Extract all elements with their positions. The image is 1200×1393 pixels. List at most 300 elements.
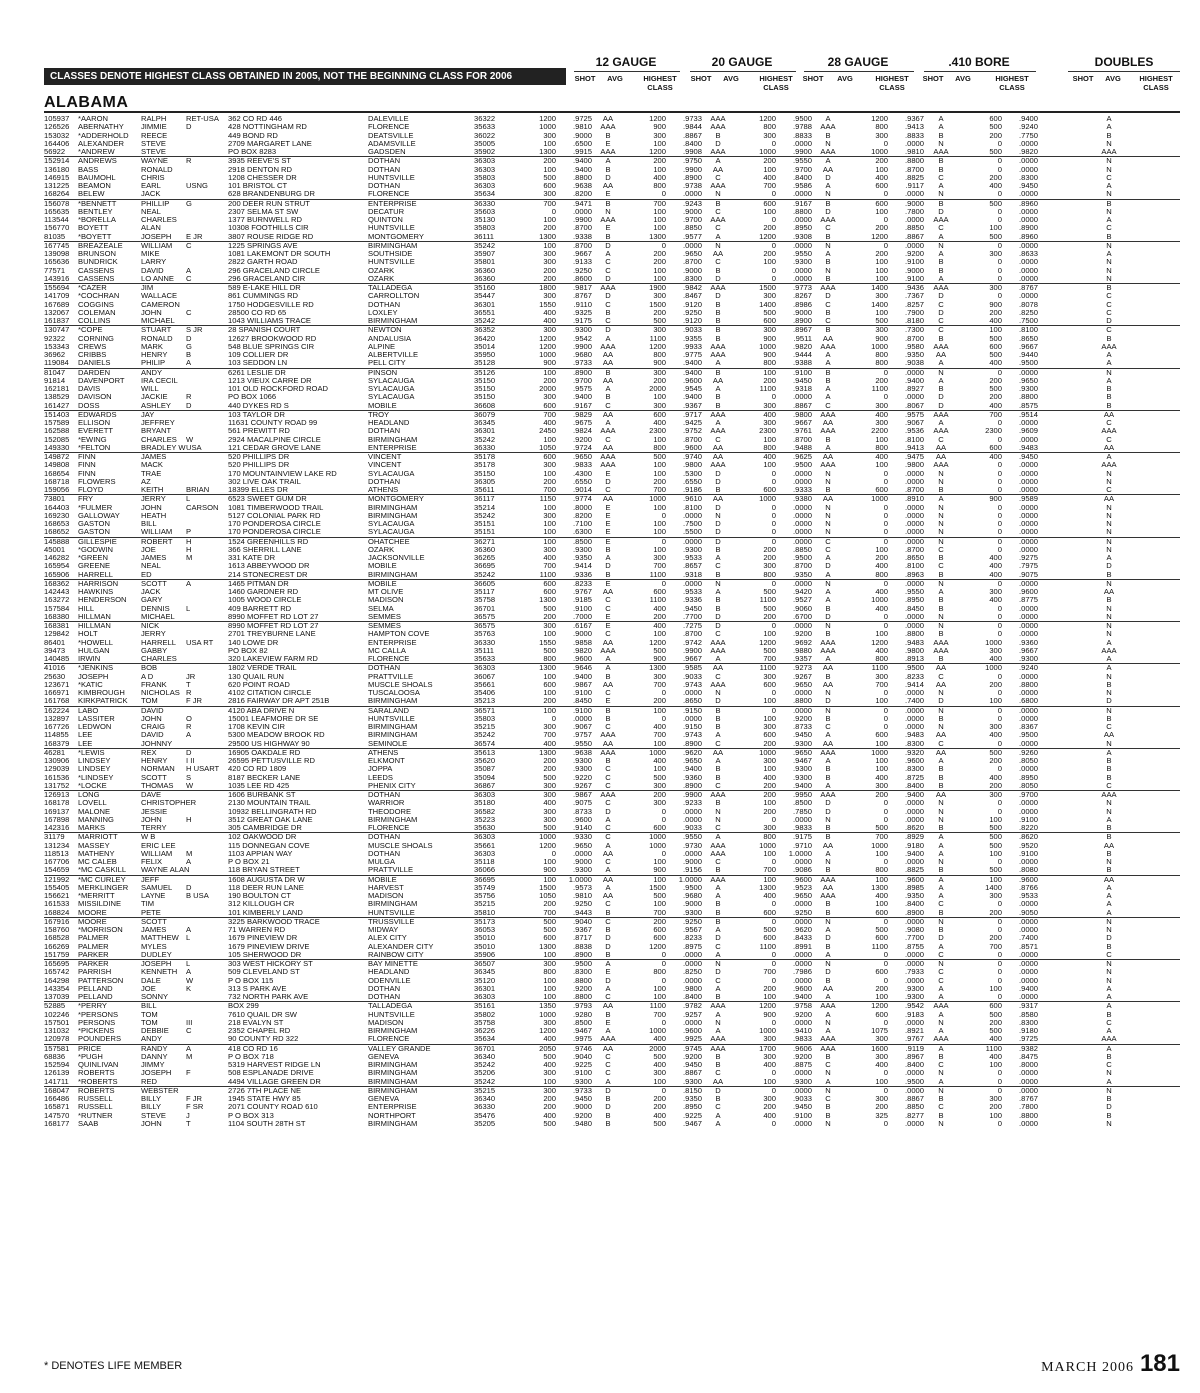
member-id: 132897	[44, 713, 70, 723]
table-row	[44, 681, 1180, 689]
last-name: IRWIN	[78, 654, 101, 663]
avg-doubles: .0000	[1018, 857, 1038, 866]
class-28: N	[825, 138, 831, 148]
class-20: B	[715, 569, 721, 579]
shot-28: 500	[763, 307, 776, 317]
first-name: JOHN	[141, 307, 162, 317]
avg-410: .0000	[888, 537, 924, 546]
class-doubles: D	[1106, 1102, 1112, 1112]
street-address: 1606 BURBANK ST	[228, 791, 368, 800]
avg-410: .7400	[904, 696, 924, 706]
avg-28: .0000	[792, 1118, 812, 1128]
class-28: N	[825, 1118, 831, 1128]
state-heading: ALABAMA	[44, 94, 129, 111]
member-id: 126526	[44, 122, 70, 132]
class-20: C	[715, 257, 721, 267]
street-address: 331 KATE DR	[228, 553, 276, 562]
avg-28: .9357	[792, 654, 812, 663]
shot-20: 900	[653, 358, 666, 368]
member-id: 156078	[44, 199, 78, 208]
zip: 35801	[474, 257, 496, 267]
shot-20: 900	[653, 122, 666, 132]
zip: 36605	[474, 579, 514, 588]
shot-doubles: 400	[989, 358, 1002, 368]
avg-20: .9743	[682, 730, 702, 740]
avg-20: .9680	[682, 891, 702, 900]
first-name: JOSEPH	[141, 960, 186, 969]
shot-12: 700	[543, 907, 556, 917]
class-20: AAA	[710, 215, 726, 224]
last-name: PARKER	[78, 949, 109, 959]
class-12: A	[605, 983, 611, 993]
zip: 35010	[474, 941, 496, 951]
class-28: B	[825, 941, 831, 951]
avg-12: .9767	[572, 587, 592, 596]
street-address: 1679 PINEVIEW DRIVE	[228, 941, 310, 951]
class-12: C	[605, 316, 611, 325]
shot-410: 0	[883, 215, 888, 224]
shot-12: 200	[543, 756, 556, 765]
shot-410: 0	[883, 688, 888, 697]
class-28: AA	[822, 738, 834, 748]
class-410: C	[938, 1060, 944, 1069]
shot-20: 200	[653, 249, 666, 258]
shot-28: 0	[771, 519, 776, 528]
shot-20: 700	[653, 907, 666, 917]
class-doubles: D	[1106, 933, 1112, 943]
class-12: C	[605, 857, 611, 866]
avg-doubles: .9300	[1018, 384, 1038, 393]
name-suffix: B USA	[186, 891, 209, 900]
name-suffix: H	[186, 544, 192, 554]
first-name: BRADLEY W	[141, 442, 186, 452]
class-28: N	[825, 1017, 831, 1027]
first-name: BILL	[141, 519, 157, 528]
shot-doubles: 600	[958, 1002, 1002, 1011]
class-doubles: N	[1106, 164, 1112, 174]
avg-doubles: .0000	[1002, 1086, 1038, 1095]
avg-28: .9250	[792, 907, 812, 917]
class-28: B	[825, 975, 831, 985]
avg-410: .9180	[904, 840, 924, 850]
zip: 36301	[474, 983, 496, 993]
avg-12: .8838	[572, 941, 592, 951]
shot-20: 1000	[624, 833, 666, 842]
shot-28: 1700	[734, 1044, 776, 1053]
class-20: A	[715, 418, 721, 427]
avg-20: .0000	[682, 975, 702, 985]
class-12: B	[605, 544, 611, 554]
table-row	[44, 799, 1180, 807]
last-name: *BORELLA	[78, 215, 116, 224]
city: BIRMINGHAM	[368, 722, 418, 731]
class-28: A	[825, 992, 831, 1001]
class-20: N	[702, 241, 734, 250]
avg-28: .0000	[792, 392, 812, 402]
class-12: E	[605, 502, 611, 512]
avg-28: .9200	[792, 1051, 812, 1061]
first-name: JOHN	[141, 814, 162, 824]
shot-12: 200	[514, 157, 556, 166]
table-row	[44, 748, 1180, 757]
class-410: N	[938, 138, 944, 148]
street-address: 302 LIVE OAK TRAIL	[228, 476, 301, 486]
member-id: 165906	[44, 569, 70, 579]
class-12: A	[605, 865, 611, 875]
avg-doubles: .8900	[1018, 223, 1038, 233]
shot-410: 600	[875, 1009, 888, 1019]
street-address: 428 NOTTINGHAM RD	[228, 122, 307, 132]
class-28: D	[825, 291, 831, 301]
shot-doubles: 100	[989, 1110, 1002, 1120]
shot-12: 100	[514, 368, 556, 377]
avg-12: .9000	[572, 629, 592, 639]
class-12: D	[605, 476, 611, 486]
class-20: B	[715, 333, 721, 343]
street-address: 5300 MEADOW BROOK RD	[228, 730, 325, 740]
avg-doubles: .9725	[1018, 1034, 1038, 1044]
shot-28: 200	[763, 806, 776, 816]
shot-12: 300	[514, 622, 556, 631]
avg-28: .9400	[792, 780, 812, 790]
avg-doubles: .8620	[1002, 833, 1038, 842]
class-12: D	[605, 291, 611, 301]
avg-12: .9829	[556, 410, 592, 419]
shot-28: 100	[763, 164, 776, 174]
avg-12: .9573	[572, 882, 592, 892]
table-row	[44, 166, 1180, 174]
zip: 35150	[474, 384, 496, 393]
class-doubles: B	[1106, 679, 1112, 689]
member-id: 152594	[44, 1060, 70, 1069]
class-410: B	[938, 164, 944, 174]
avg-12: .9471	[556, 199, 592, 208]
avg-12: .0000	[572, 206, 592, 216]
city: MADISON	[368, 891, 404, 900]
class-doubles: AAA	[1101, 1034, 1117, 1044]
class-doubles: A	[1106, 358, 1112, 368]
street-address: PO BOX 82	[228, 645, 268, 655]
shot-doubles: 0	[997, 502, 1002, 512]
shot-410: 900	[875, 333, 888, 343]
city: CARROLLTON	[368, 291, 420, 301]
avg-28: .7986	[792, 967, 812, 977]
name-suffix	[186, 368, 228, 377]
street-address: 366 SHERRILL LANE	[228, 544, 302, 554]
avg-20: .9577	[682, 231, 702, 241]
table-row	[44, 461, 1180, 469]
shot-410: 800	[875, 569, 888, 579]
class-410: C	[938, 899, 944, 909]
class-12: A	[605, 882, 611, 892]
class-410: A	[938, 882, 944, 892]
avg-20: .9600	[682, 375, 702, 385]
table-row	[44, 537, 1180, 546]
class-doubles: A	[1038, 664, 1180, 673]
shot-410: 300	[875, 1034, 888, 1044]
street-address: 130 QUAIL RUN	[228, 671, 284, 681]
class-doubles: C	[1038, 326, 1180, 335]
class-12: B	[605, 130, 611, 140]
avg-20: .9336	[682, 595, 702, 605]
shot-28: 1100	[759, 595, 776, 605]
table-row	[44, 697, 1180, 706]
name-suffix	[186, 166, 228, 174]
first-name: LO ANNE	[141, 273, 174, 283]
avg-410: .9350	[904, 891, 924, 900]
street-address: 296 GRACELAND CIRCLE	[228, 265, 321, 275]
avg-410: .8867	[904, 231, 924, 241]
avg-28: .0000	[792, 273, 812, 283]
gauge-rule	[1068, 71, 1180, 72]
class-410: A	[924, 875, 958, 884]
avg-28: .0000	[776, 1086, 812, 1095]
first-name: TIM	[141, 899, 155, 909]
avg-28: .0000	[792, 265, 812, 275]
avg-doubles: .0000	[1018, 476, 1038, 486]
class-28: AAA	[812, 791, 844, 800]
table-row	[44, 470, 1180, 478]
shot-410: 800	[875, 865, 888, 875]
shot-410: 600	[875, 730, 888, 740]
class-28: B	[825, 629, 831, 639]
table-row	[44, 1044, 1180, 1053]
shot-28: 200	[763, 611, 776, 621]
last-name: *GODWIN	[78, 544, 114, 554]
class-20: B	[702, 917, 734, 926]
class-12: C	[605, 772, 611, 782]
zip: 35180	[474, 798, 496, 808]
street-address: 1005 WOOD CIRCLE	[228, 595, 302, 605]
class-20: B	[715, 316, 721, 325]
shot-12: 300	[543, 722, 556, 731]
street-address: 4102 CITATION CIRCLE	[228, 688, 312, 697]
class-410: B	[938, 654, 944, 663]
avg-doubles: .0000	[1018, 1076, 1038, 1086]
table-row	[44, 740, 1180, 749]
class-12: C	[605, 764, 611, 774]
table-row	[44, 478, 1180, 486]
city: GADSDEN	[368, 147, 406, 156]
street-address: 320 LAKEVIEW FARM RD	[228, 654, 318, 663]
table-row	[44, 132, 1180, 140]
shot-410: 400	[875, 645, 888, 655]
class-28: B	[825, 273, 831, 283]
name-suffix: A	[186, 857, 192, 866]
shot-doubles: 0	[997, 189, 1002, 199]
shot-12: 200	[543, 899, 556, 909]
zip: 36360	[474, 544, 496, 554]
city: WARRIOR	[368, 798, 405, 808]
city: TRUSSVILLE	[368, 917, 474, 926]
avg-doubles: .9275	[1018, 553, 1038, 562]
last-name: *COCHRAN	[78, 291, 120, 301]
city: HUNTSVILLE	[368, 223, 415, 233]
avg-28: .9033	[792, 1094, 812, 1103]
shot-20: 1200	[649, 637, 666, 647]
avg-20: .0000	[682, 848, 702, 858]
avg-12: .9100	[572, 1068, 592, 1078]
class-28: A	[825, 114, 831, 123]
class-12: AA	[602, 442, 614, 452]
table-row	[44, 402, 1180, 411]
first-name: JIMMY	[141, 1060, 165, 1069]
street-address: 4120 ABA DRIVE N	[228, 706, 368, 715]
class-doubles: A	[1106, 215, 1112, 224]
life-member-note: * DENOTES LIFE MEMBER	[44, 1360, 183, 1372]
shot-doubles: 400	[989, 569, 1002, 579]
avg-12: .6167	[556, 622, 592, 631]
avg-28: .9300	[792, 257, 812, 267]
name-suffix	[186, 208, 228, 216]
city: SYLACAUGA	[368, 527, 415, 537]
class-12: B	[605, 1009, 611, 1019]
first-name: TOM	[141, 1009, 158, 1019]
avg-12: .9575	[572, 384, 592, 393]
class-doubles: N	[1106, 265, 1112, 275]
member-id: 36962	[44, 350, 66, 359]
first-name: HARRELL	[141, 637, 177, 647]
avg-doubles: .0000	[1018, 671, 1038, 681]
shot-410: 1100	[871, 941, 888, 951]
shot-410: 0	[883, 713, 888, 723]
gauge-header-28: 28 GAUGE	[827, 55, 889, 69]
avg-20: .7275	[666, 622, 702, 631]
zip: 35603	[474, 206, 496, 216]
name-suffix	[186, 410, 228, 419]
class-410: AAA	[924, 1002, 958, 1011]
shot-410: 0	[883, 806, 888, 816]
avg-20: .5500	[682, 527, 702, 537]
shot-20: 300	[653, 400, 666, 410]
class-28: C	[825, 1060, 831, 1069]
class-28: A	[825, 654, 831, 663]
shot-12: 0	[551, 206, 556, 216]
shot-12: 1050	[539, 891, 556, 900]
class-12: B	[605, 1110, 611, 1120]
class-20: B	[715, 595, 721, 605]
class-12: C	[605, 265, 611, 275]
class-410: AAA	[933, 426, 949, 436]
first-name: ANDY	[141, 1034, 163, 1044]
class-doubles: N	[1106, 510, 1112, 520]
last-name: EVERETT	[78, 426, 114, 436]
class-28: AAA	[812, 875, 844, 884]
class-28: B	[825, 375, 831, 385]
avg-12: .9400	[572, 671, 592, 681]
city: DOTHAN	[368, 983, 401, 993]
city: BIRMINGHAM	[368, 1026, 418, 1035]
class-28: B	[825, 257, 831, 267]
avg-20: .9900	[666, 791, 702, 800]
class-28: A	[825, 730, 831, 740]
city: OZARK	[368, 544, 395, 554]
shot-doubles: 500	[989, 840, 1002, 850]
avg-20: .8100	[682, 502, 702, 512]
name-suffix: L	[186, 603, 191, 613]
shot-12: 1100	[539, 569, 556, 579]
class-12: E	[605, 696, 611, 706]
class-410: C	[938, 949, 944, 959]
shot-28: 800	[763, 569, 776, 579]
city: DOTHAN	[368, 299, 401, 309]
shot-28: 600	[734, 199, 776, 208]
class-20: B	[715, 400, 721, 410]
avg-12: .9000	[572, 1102, 592, 1112]
zip: 36330	[474, 1102, 496, 1112]
avg-doubles: .0000	[1018, 967, 1038, 977]
avg-20: .8300	[682, 273, 702, 283]
shot-20: 0	[661, 848, 666, 858]
avg-410: .8913	[904, 654, 924, 663]
shot-410: 100	[875, 434, 888, 444]
class-410: AA	[935, 730, 947, 740]
avg-410: .8985	[904, 882, 924, 892]
shot-410: 0	[883, 527, 888, 537]
class-410: N	[924, 960, 958, 969]
avg-doubles: .8767	[1018, 1094, 1038, 1103]
class-20: AAA	[702, 875, 734, 884]
street-address: 312 KILLOUGH CR	[228, 899, 295, 909]
class-12: B	[605, 907, 611, 917]
table-row	[44, 816, 1180, 824]
shot-doubles: 0	[997, 485, 1002, 494]
avg-20: .0000	[666, 241, 702, 250]
avg-20: .9933	[682, 341, 702, 351]
city: DOTHAN	[368, 791, 474, 800]
first-name: JIM	[141, 284, 186, 293]
class-410: N	[924, 917, 958, 926]
class-12: AAA	[600, 730, 616, 740]
avg-doubles: .0000	[1018, 510, 1038, 520]
class-20: C	[715, 172, 721, 182]
avg-410: .0000	[904, 392, 924, 402]
last-name: HILLMAN	[78, 611, 111, 621]
city: DOTHAN	[368, 664, 474, 673]
class-12: B	[592, 199, 624, 208]
avg-12: .9200	[572, 434, 592, 444]
zip: 35214	[474, 502, 496, 512]
gauge-header-12: 12 GAUGE	[595, 55, 657, 69]
city: ANDALUSIA	[368, 333, 412, 343]
class-28: AA	[822, 333, 834, 343]
class-20: AA	[712, 249, 724, 258]
avg-28: .9550	[776, 157, 812, 166]
shot-12: 500	[543, 772, 556, 782]
shot-20: 800	[653, 442, 666, 452]
class-20: D	[702, 622, 734, 631]
avg-12: .9110	[573, 299, 592, 309]
gauge-header-20: 20 GAUGE	[711, 55, 773, 69]
shot-12: 100	[543, 992, 556, 1001]
first-name: JACK	[141, 587, 161, 596]
class-12: A	[605, 840, 611, 850]
class-28: AA	[812, 664, 844, 673]
class-410: B	[938, 384, 944, 393]
avg-20: .5300	[682, 468, 702, 478]
shot-12: 700	[514, 199, 556, 208]
first-name: FRANK	[141, 679, 167, 689]
avg-410: .0000	[888, 960, 924, 969]
table-row	[44, 326, 1180, 335]
last-name: SAAB	[78, 1118, 99, 1128]
last-name: MASSEY	[78, 840, 110, 850]
zip: 35242	[474, 241, 514, 250]
zip: 35902	[474, 147, 496, 156]
class-28: B	[825, 907, 831, 917]
avg-20: .9400	[682, 358, 702, 368]
last-name: FINN	[78, 453, 141, 462]
